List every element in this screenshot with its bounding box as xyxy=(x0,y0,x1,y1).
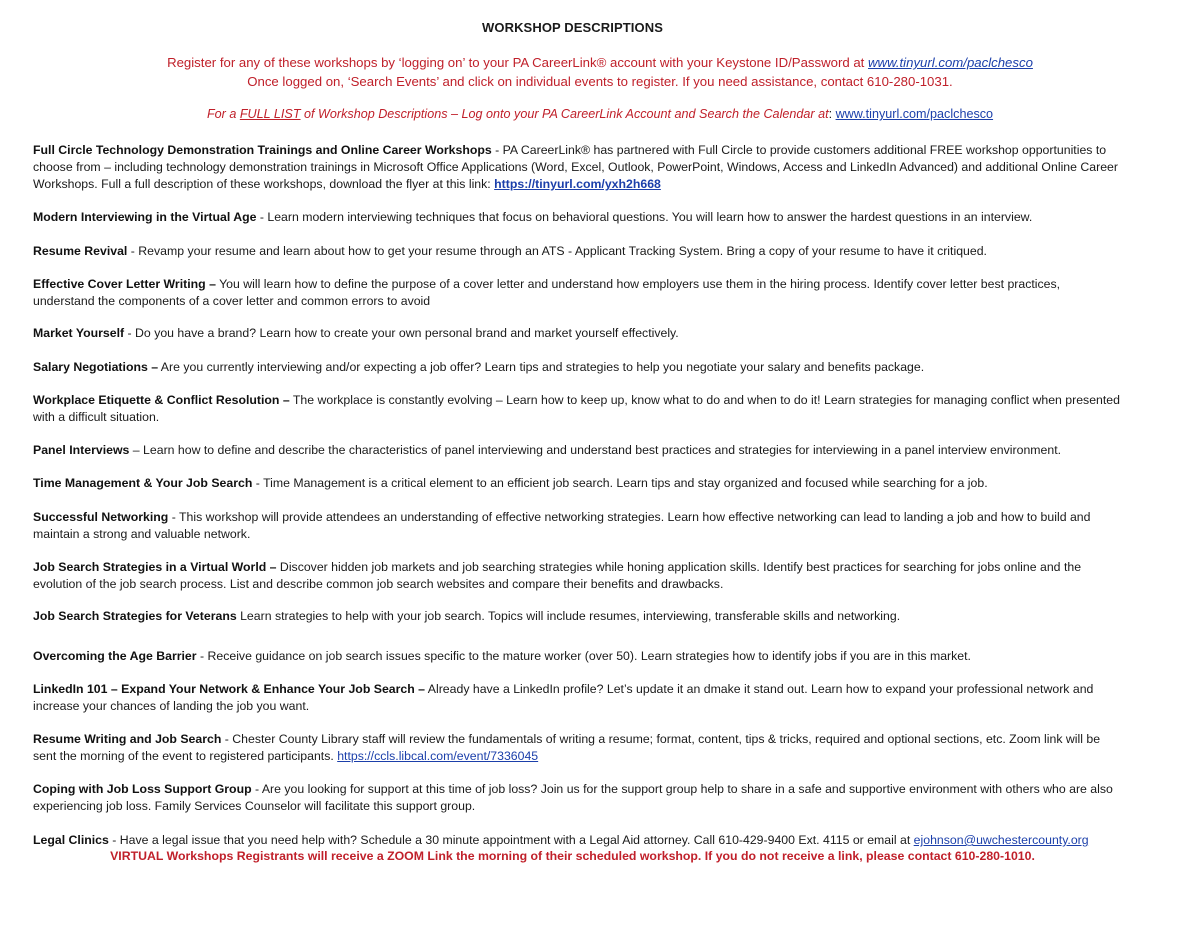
entry-title: Legal Clinics xyxy=(33,833,109,847)
full-list-line xyxy=(0,107,1200,121)
entry-virtual-world xyxy=(33,559,1123,593)
entry-title: Salary Negotiations – xyxy=(33,360,159,374)
entry-text: - Revamp your resume and learn about how to get your resume through an ATS - Applicant Tracking System. Bring a copy of your resume to have it critiqued. xyxy=(127,244,987,258)
careerlink-link[interactable]: www.tinyurl.com/paclchesco xyxy=(868,55,1033,70)
entry-text: Already have a LinkedIn profile? Let’s update it an dmake it stand out. Learn how to expand your professional network and increase your chances of landing the job you want. xyxy=(33,682,1094,713)
full-circle-flyer-link[interactable]: https://tinyurl.com/yxh2h668 xyxy=(494,177,661,191)
entry-text: - This workshop will provide attendees an understanding of effective networking strategies. Learn how effective networking can lead to landing a job and how to build and maintain a strong and valuable network. xyxy=(33,510,1091,541)
entry-text: - Do you have a brand? Learn how to create your own personal brand and market yourself effectively. xyxy=(124,326,679,340)
entry-title: Market Yourself xyxy=(33,326,125,340)
entry-networking xyxy=(33,509,1123,543)
entry-market-yourself xyxy=(33,325,1123,342)
entry-linkedin xyxy=(33,681,1123,715)
entry-resume-revival xyxy=(33,243,1123,260)
entry-text: - PA CareerLink® has partnered with Full Circle to provide customers additional FREE workshop opportunities to choose from – including technology demonstration trainings in Microsoft Office Applications (Word, Excel, Outlook, PowerPoint, Windows, Access and LinkedIn Advanced) and additional Online Career Workshops. Full a full description of these workshops, download the flyer at this link: xyxy=(33,143,1118,191)
entry-text: Are you currently interviewing and/or expecting a job offer? Learn tips and strategies to help you negotiate your salary and benefits package. xyxy=(158,360,925,374)
entry-time-management xyxy=(33,475,1123,492)
entry-age-barrier xyxy=(33,648,1123,665)
entry-salary xyxy=(33,359,1123,376)
entry-text: The workplace is constantly evolving – Learn how to keep up, know what to do and when to do it! Learn strategies for managing conflict when presented with a difficult situation. xyxy=(33,393,1120,424)
entry-text: Discover hidden job markets and job searching strategies while honing application skills. Identify best practices for searching for jobs online and the evolution of the job search process. List and describe common job search websites and compare their benefits and drawbacks. xyxy=(33,560,1082,591)
full-list-prefix: For a xyxy=(206,107,240,121)
entry-title: Resume Writing and Job Search xyxy=(33,732,222,746)
entry-cover-letter xyxy=(33,276,1123,310)
entry-text: - Learn modern interviewing techniques that focus on behavioral questions. You will learn how to answer the hardest questions in an interview. xyxy=(256,210,1033,224)
entry-title: Full Circle Technology Demonstration Trainings and Online Career Workshops xyxy=(33,143,492,157)
entry-title: Modern Interviewing in the Virtual Age xyxy=(33,210,257,224)
entry-title: Panel Interviews xyxy=(33,443,130,457)
page-title: WORKSHOP DESCRIPTIONS xyxy=(482,20,663,35)
entry-modern-interviewing xyxy=(33,209,1123,226)
entry-text: - Time Management is a critical element to an efficient job search. Learn tips and stay organized and focused while searching for a job. xyxy=(252,476,988,490)
virtual-notice: VIRTUAL Workshops Registrants will receive a ZOOM Link the morning of their scheduled workshop. If you do not receive a link, please contact 610-280-1010. xyxy=(110,849,1035,863)
library-event-link[interactable]: https://ccls.libcal.com/event/7336045 xyxy=(337,749,539,763)
entry-title: Job Search Strategies in a Virtual World – xyxy=(33,560,277,574)
entry-panel-interviews xyxy=(33,442,1123,459)
full-list-middle: of Workshop Descriptions – Log onto your PA CareerLink Account and Search the Calendar at xyxy=(300,107,829,121)
register-line-2: Once logged on, ‘Search Events’ and click on individual events to register. If you need assistance, contact 610-280-1031. xyxy=(247,74,953,89)
full-list-colon: : xyxy=(828,107,836,121)
entry-title: Coping with Job Loss Support Group xyxy=(33,782,252,796)
register-text: Register for any of these workshops by ‘logging on’ to your PA CareerLink® account with your Keystone ID/Password at xyxy=(167,55,869,70)
calendar-link[interactable]: www.tinyurl.com/paclchesco xyxy=(835,107,994,121)
entry-title: Resume Revival xyxy=(33,244,128,258)
entry-title: Effective Cover Letter Writing – xyxy=(33,277,216,291)
entry-title: Time Management & Your Job Search xyxy=(33,476,253,490)
entry-resume-writing xyxy=(33,731,1123,765)
register-line-1 xyxy=(0,55,1200,70)
entry-title: Successful Networking xyxy=(33,510,169,524)
entry-legal-clinics xyxy=(33,832,1123,849)
entry-title: LinkedIn 101 – Expand Your Network & Enhance Your Job Search – xyxy=(33,682,426,696)
entry-text: – Learn how to define and describe the characteristics of panel interviewing and understand best practices and strategies for interviewing in a panel interview environment. xyxy=(129,443,1062,457)
entry-text: - Are you looking for support at this time of job loss? Join us for the support group help to share in a safe and supportive environment with others who are also experiencing job loss. Family Services Counselor will facilitate this support group. xyxy=(33,782,1113,813)
entry-title: Job Search Strategies for Veterans xyxy=(33,609,237,623)
entry-text: - Chester County Library staff will review the fundamentals of writing a resume; format, content, tips & tricks, required and optional sections, etc. Zoom link will be sent the morning of the event to registered participants. xyxy=(33,732,1101,763)
entry-title: Workplace Etiquette & Conflict Resolution – xyxy=(33,393,290,407)
legal-email-link[interactable]: ejohnson@uwchestercounty.org xyxy=(913,833,1089,847)
entry-text: You will learn how to define the purpose of a cover letter and understand how employers use them in the hiring process. Identify cover letter best practices, understand the components of a cover letter and common errors to avoid xyxy=(33,277,1061,308)
full-list-underlined: FULL LIST xyxy=(239,107,301,121)
entry-etiquette xyxy=(33,392,1123,426)
entry-text: - Receive guidance on job search issues specific to the mature worker (over 50). Learn strategies how to identify jobs if you are in this market. xyxy=(196,649,971,663)
entry-text: - Have a legal issue that you need help with? Schedule a 30 minute appointment with a Legal Aid attorney. Call 610-429-9400 Ext. 4115 or email at xyxy=(108,833,914,847)
entry-text: Learn strategies to help with your job search. Topics will include resumes, interviewing, transferable skills and networking. xyxy=(236,609,901,623)
entry-title: Overcoming the Age Barrier xyxy=(33,649,197,663)
entry-full-circle xyxy=(33,142,1123,193)
entry-veterans xyxy=(33,608,1123,625)
entry-coping xyxy=(33,781,1123,815)
